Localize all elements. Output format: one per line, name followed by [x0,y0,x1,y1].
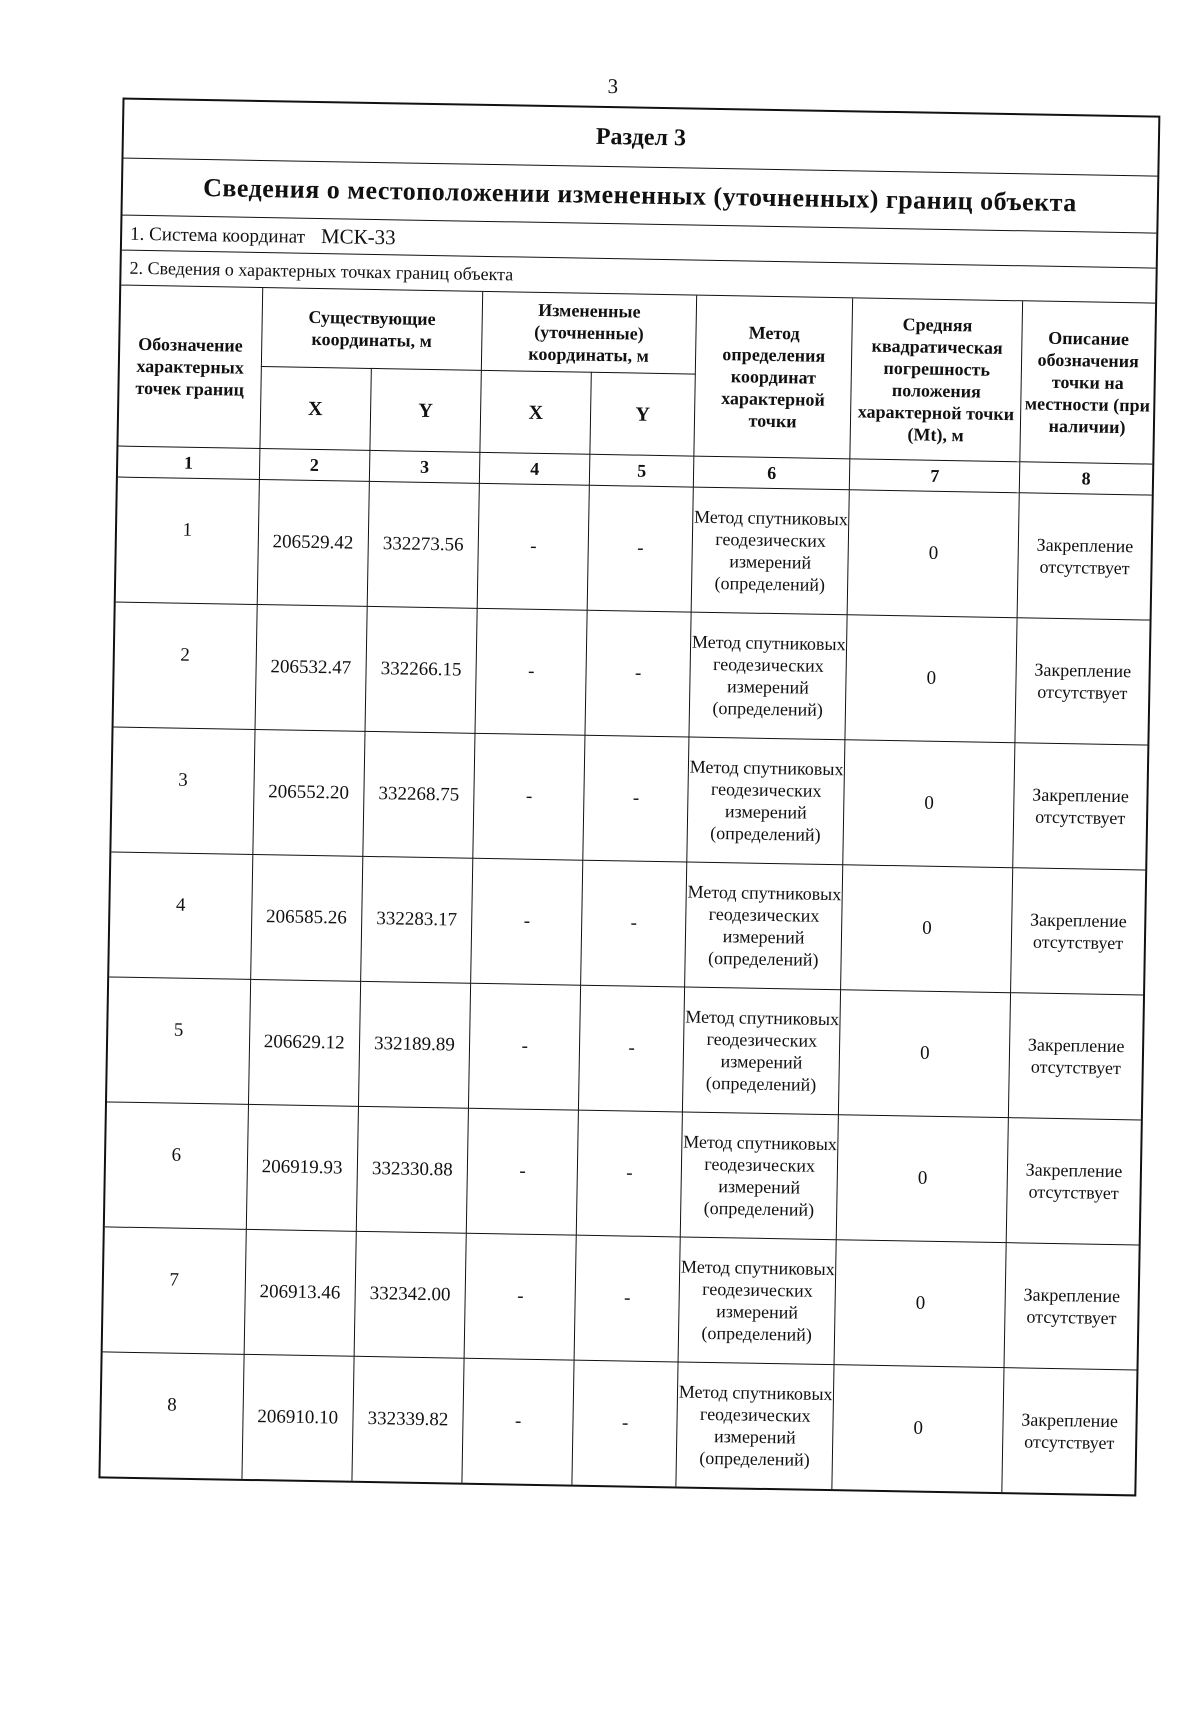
point-description: Закрепление отсутствует [1006,1118,1140,1245]
coordinate-system-label: 1. Система координат [129,223,306,248]
mean-error: 0 [841,865,1013,993]
existing-y: 332330.88 [356,1106,468,1233]
mean-error: 0 [843,740,1015,868]
method: Метод спутниковых геодезических измерений (определений) [691,487,850,615]
column-number-2: 2 [259,449,370,482]
header-designation: Обозначение характерных точек границ [118,286,262,449]
table-row [107,977,1143,1120]
mean-error: 0 [832,1365,1004,1492]
table-row [114,602,1150,745]
point-id: 8 [100,1352,243,1479]
point-description: Закрепление отсутствует [1002,1368,1136,1495]
existing-x: 206585.26 [250,854,362,981]
mean-error: 0 [848,490,1020,618]
changed-x: - [466,1108,578,1235]
existing-y: 332339.82 [352,1356,464,1482]
changed-y: - [583,735,689,862]
method: Метод спутниковых геодезических измерений (определений) [687,737,846,865]
point-description: Закрепление отсутствует [1015,618,1149,745]
mean-error: 0 [845,615,1017,743]
section-title: Раздел 3 [123,100,1158,177]
existing-x: 206629.12 [248,979,360,1106]
changed-x: - [469,983,581,1110]
points-table [100,286,1155,1495]
method: Метод спутниковых геодезических измерений (определений) [682,987,841,1115]
changed-y: - [572,1360,678,1486]
point-id: 6 [105,1102,248,1229]
point-id: 7 [103,1227,246,1354]
header-existing-x: X [260,367,372,450]
point-description: Закрепление отсутствует [1011,868,1145,995]
point-description: Закрепление отсутствует [1009,993,1143,1120]
existing-y: 332342.00 [354,1231,466,1358]
changed-y: - [581,860,687,987]
point-id: 1 [116,477,259,604]
column-number-4: 4 [479,452,590,485]
column-number-6: 6 [693,456,850,490]
changed-y: - [577,1110,683,1237]
point-id: 2 [114,602,257,729]
points-heading: 2. Сведения о характерных точках границ объекта [121,251,1155,304]
existing-x: 206919.93 [246,1104,358,1231]
existing-x: 206913.46 [244,1229,356,1356]
changed-x: - [471,858,583,985]
method: Метод спутниковых геодезических измерений (определений) [678,1237,837,1365]
point-id: 5 [107,977,250,1104]
header-changed-x: X [480,371,592,454]
changed-x: - [475,608,587,735]
changed-y: - [585,610,691,737]
point-description: Закрепление отсутствует [1013,743,1147,870]
existing-x: 206910.10 [242,1354,354,1480]
table-row [116,477,1152,620]
header-existing-y: Y [370,369,482,452]
point-id: 3 [111,727,254,854]
header-changed-coordinates: Измененные (уточненные) координаты, м [481,292,696,375]
existing-x: 206532.47 [255,604,367,731]
coordinate-system-value: МСК-33 [320,224,396,250]
table-row [100,1352,1136,1495]
mean-error: 0 [837,1115,1009,1243]
existing-x: 206529.42 [257,479,369,606]
column-number-3: 3 [369,450,480,483]
changed-x: - [477,483,589,610]
header-description: Описание обозначения точки на местности (при наличии) [1020,301,1155,464]
changed-y: - [579,985,685,1112]
existing-y: 332273.56 [367,481,479,608]
changed-x: - [462,1358,574,1484]
method: Метод спутниковых геодезических измерений (определений) [680,1112,839,1240]
table-row [111,727,1147,870]
column-number-5: 5 [590,454,694,487]
method: Метод спутниковых геодезических измерений (определений) [689,612,848,740]
point-id: 4 [109,852,252,979]
column-number-7: 7 [850,459,1020,493]
section-subtitle: Сведения о местоположении измененных (уточненных) границ объекта [122,159,1157,234]
existing-y: 332189.89 [358,981,470,1108]
table-row [103,1227,1139,1370]
page-number: 3 [607,74,619,99]
header-method: Метод определения координат характерной точки [694,296,853,459]
method: Метод спутниковых геодезических измерений (определений) [676,1362,835,1489]
section-frame [98,98,1160,1497]
changed-x: - [464,1233,576,1360]
existing-y: 332283.17 [360,856,472,983]
table-row [109,852,1145,995]
point-description: Закрепление отсутствует [1004,1243,1138,1370]
changed-y: - [574,1235,680,1362]
existing-x: 206552.20 [252,729,364,856]
table-row [105,1102,1141,1245]
changed-y: - [587,485,693,612]
header-mean-error: Средняя квадратическая погрешность положения характерной точки (Mt), м [850,298,1023,461]
existing-y: 332266.15 [365,606,477,733]
existing-y: 332268.75 [363,731,475,858]
changed-x: - [473,733,585,860]
method: Метод спутниковых геодезических измерений (определений) [685,862,844,990]
mean-error: 0 [839,990,1011,1118]
header-existing-coordinates: Существующие координаты, м [261,288,483,371]
point-description: Закрепление отсутствует [1017,493,1151,620]
column-number-8: 8 [1019,462,1152,495]
header-changed-y: Y [590,373,695,456]
column-number-1: 1 [118,446,260,479]
mean-error: 0 [834,1240,1006,1368]
